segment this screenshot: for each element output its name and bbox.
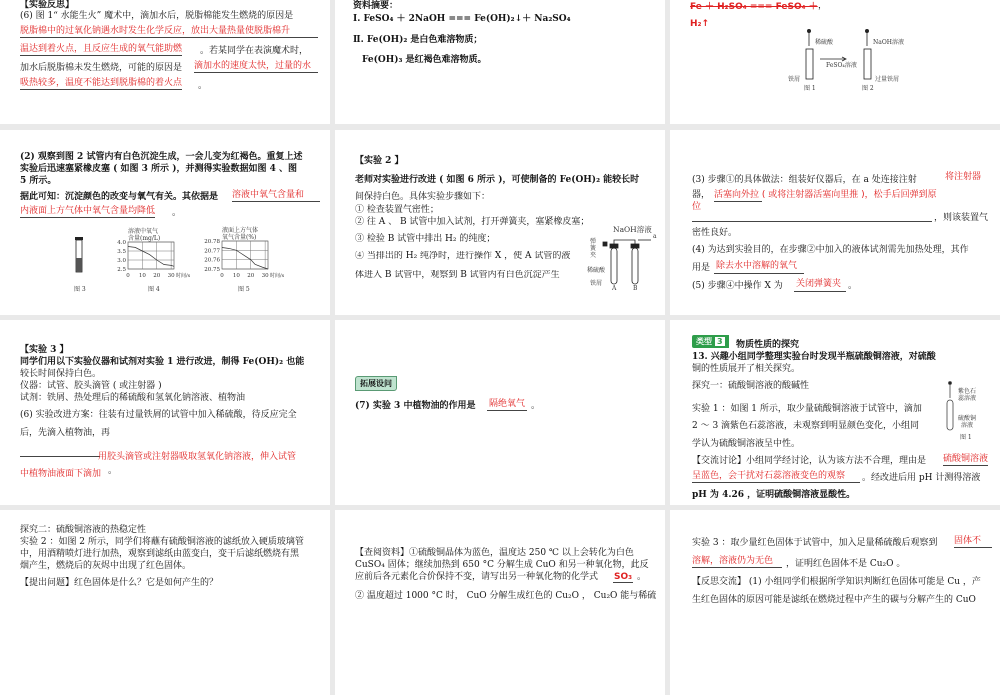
label-feso4: FeSO₄溶液 bbox=[826, 62, 857, 69]
slide-4-thumbnail[interactable] bbox=[0, 130, 330, 315]
x-tick-label: 10 bbox=[138, 273, 146, 279]
text-line: 学认为硫酸铜溶液呈中性。 bbox=[692, 439, 801, 449]
label-acid: 稀硫酸 bbox=[587, 267, 606, 274]
period: 。 bbox=[108, 466, 118, 476]
period: 。 bbox=[172, 208, 182, 218]
slide-8-thumbnail[interactable] bbox=[335, 320, 665, 505]
x-axis-label: 时间/s bbox=[176, 273, 191, 279]
fact-line: Ⅱ. Fe(OH)₂ 是白色难溶物质； bbox=[353, 35, 483, 45]
x-axis-label: 时间/s bbox=[270, 273, 285, 279]
label-clamp: 弹簧夹 bbox=[590, 238, 597, 259]
step-4: ④ 当排出的 H₂ 纯净时，进行操作 X ，使 A 试管的液 bbox=[355, 251, 571, 261]
text-line: 仪器：试管、胶头滴管 ( 或注射器 ) bbox=[20, 381, 162, 391]
question-text: 器， bbox=[692, 190, 711, 200]
label-a: a bbox=[653, 233, 657, 240]
text-line: ，证明红色固体不是 Cu₂O 。 bbox=[786, 559, 906, 569]
answer-line: 温达到着火点，且反应生成的氧气能助燃 bbox=[20, 44, 183, 54]
step-1: ① 检查装置气密性； bbox=[355, 205, 439, 215]
x-tick-label: 30 bbox=[261, 273, 269, 279]
type-label: 类型 bbox=[696, 337, 712, 346]
figure-caption: 图 1 bbox=[960, 434, 972, 441]
period: 。 bbox=[637, 572, 647, 582]
question-text: 用是 bbox=[692, 263, 711, 273]
test-tube-figure-1 bbox=[670, 320, 1000, 505]
answer-text: 活塞向外拉 ( 或将注射器活塞向里推 )，松手后回弹到原 bbox=[714, 190, 937, 200]
question-text: 5 所示。 bbox=[20, 176, 57, 186]
section-header: 【实验 2 】 bbox=[355, 156, 404, 166]
answer-line: 滴加水的速度太快，过量的水 bbox=[194, 61, 318, 73]
section-title: 物质性质的探究 bbox=[736, 340, 800, 350]
y-tick-label: 20.75 bbox=[204, 267, 220, 273]
label-excess-iron: 过量铁屑 bbox=[875, 76, 900, 83]
answer-text: 隔绝氧气 bbox=[489, 399, 526, 409]
comma: ， bbox=[818, 1, 828, 11]
material-summary-title: 资料摘要： bbox=[353, 1, 399, 11]
y-tick-label: 2.5 bbox=[117, 267, 126, 273]
label-cuso4: 溶液 bbox=[961, 422, 974, 429]
slide-6-thumbnail[interactable] bbox=[670, 130, 1000, 315]
extension-question-badge: 拓展设问 bbox=[355, 376, 397, 391]
slide-1-thumbnail[interactable] bbox=[0, 0, 330, 124]
step-2: ② 往 A 、 B 试管中加入试剂，打开弹簧夹，塞紧橡皮塞； bbox=[355, 217, 590, 227]
label-iron: 铁屑 bbox=[590, 280, 603, 287]
text-line: 生红色固体的原因可能是滤纸在燃烧过程中产生的碳与分解产生的 CuO bbox=[692, 595, 976, 605]
text-line: 老师对实验进行改进 ( 如图 6 所示 )，可使制备的 Fe(OH)₂ 能较长时 bbox=[355, 175, 640, 185]
x-tick-label: 0 bbox=[126, 273, 130, 279]
x-tick-label: 20 bbox=[247, 273, 255, 279]
answer-text: 位 bbox=[692, 202, 702, 212]
x-tick-label: 20 bbox=[153, 273, 161, 279]
answer-text: 关闭弹簧夹 bbox=[796, 279, 842, 289]
figure-3-caption: 图 3 bbox=[74, 286, 86, 293]
y-tick-label: 20.78 bbox=[204, 239, 220, 245]
y-tick-label: 20.77 bbox=[204, 248, 220, 255]
y-tick-label: 4.0 bbox=[117, 240, 126, 246]
step-3: ③ 检验 B 试管中排出 H₂ 的纯度； bbox=[355, 234, 496, 244]
label-dilute-acid: 稀硫酸 bbox=[815, 39, 834, 46]
text-line: 试剂：铁屑、热处理后的稀硫酸和氢氧化钠溶液、植物油 bbox=[20, 393, 246, 403]
slide-12-thumbnail[interactable] bbox=[670, 510, 1000, 695]
answer-text: 中植物油液面下滴加 bbox=[20, 469, 102, 479]
question-text: 据此可知：沉淀颜色的改变与氧气有关。其依据是 bbox=[20, 192, 219, 202]
label-litmus: 蕊溶液 bbox=[958, 395, 977, 402]
slide-7-thumbnail[interactable] bbox=[0, 320, 330, 505]
label-naoh: NaOH溶液 bbox=[873, 39, 904, 46]
text-line: 。经改进后用 pH 计测得溶液 bbox=[862, 473, 981, 483]
text-line: 【提出问题】红色固体是什么？它是如何产生的？ bbox=[20, 578, 219, 588]
slide-5-thumbnail[interactable] bbox=[335, 130, 665, 315]
answer-line: 脱脂棉中的过氧化钠遇水时发生化学反应，放出大量热量使脱脂棉升 bbox=[20, 26, 318, 38]
label-litmus: 紫色石 bbox=[958, 388, 977, 395]
question-6-text: (6) 实验改进方案：往装有过量铁屑的试管中加入稀硫酸，待反应完全 bbox=[20, 410, 297, 420]
text-line: 实验 2 ：如图 2 所示，同学们将蘸有硫酸铜溶液的滤纸放入硬质玻璃管 bbox=[20, 537, 304, 547]
label-iron: 铁屑 bbox=[788, 76, 801, 83]
text-line: 【交流讨论】小组同学经讨论，认为该方法不合理，理由是 bbox=[692, 456, 927, 466]
data-line bbox=[222, 248, 268, 269]
answer-line: 溶解，溶液仍为无色 bbox=[692, 556, 782, 568]
text-line: pH 为 4.26 ，证明硫酸铜溶液显酸性。 bbox=[692, 490, 856, 500]
period: 。 bbox=[848, 281, 858, 291]
question-text: 密性良好。 bbox=[692, 228, 738, 238]
text-line: 铜的性质展开了相关探究。 bbox=[692, 364, 801, 374]
question-3-text: (3) 步骤①的具体做法：组装好仪器后，在 a 处连接注射 bbox=[692, 175, 917, 185]
x-tick-label: 0 bbox=[220, 273, 224, 279]
question-4-text: (4) 为达到实验目的，在步骤②中加入的液体试剂需先加热处理，其作 bbox=[692, 245, 969, 255]
figure-caption: 图 1 bbox=[804, 85, 816, 92]
period: 。 bbox=[531, 401, 541, 411]
answer-line: 呈蓝色，会干扰对石蕊溶液变色的观察 bbox=[692, 471, 860, 483]
text-line: 探究一：硫酸铜溶液的酸碱性 bbox=[692, 381, 810, 391]
text-line: 2 ～ 3 滴紫色石蕊溶液，未观察到明显颜色变化，小组同 bbox=[692, 421, 920, 431]
y-tick-label: 3.5 bbox=[117, 249, 126, 255]
y-tick-label: 3.0 bbox=[117, 258, 126, 264]
question-text: 。若某同学在表演魔术时， bbox=[200, 46, 309, 56]
text-line: 中，用酒精喷灯进行加热，观察到滤纸由蓝变白，变干后滤纸燃烧有黑 bbox=[20, 549, 300, 559]
question-2-text: (2) 观察到图 2 试管内有白色沉淀生成，一会儿变为红褐色。重复上述 bbox=[20, 152, 303, 162]
question-text: 加水后脱脂棉未发生燃烧，可能的原因是 bbox=[20, 63, 183, 73]
chart-title: 液面上方气体 bbox=[222, 227, 259, 234]
label-naoh: NaOH溶液 bbox=[613, 225, 652, 234]
question-6-text: (6) 图 1“ 水能生火” 魔术中，滴加水后，脱脂棉能发生燃烧的原因是 bbox=[20, 11, 294, 21]
answer-line: 内液面上方气体中氧气含量均降低 bbox=[20, 206, 156, 216]
answer-text: 用胶头滴管或注射器吸取氢氧化钠溶液，伸入试管 bbox=[98, 452, 297, 462]
answer-line: 吸热较多，温度不能达到脱脂棉的着火点 bbox=[20, 78, 183, 88]
question-13-text: 13. 兴趣小组同学整理实验台时发现半瓶硫酸铜溶液，对硫酸 bbox=[692, 352, 936, 362]
label-tube-b: B bbox=[633, 285, 638, 292]
y-tick-label: 20.76 bbox=[204, 257, 220, 264]
oxygen-gas-chart bbox=[0, 130, 330, 315]
period: 。 bbox=[198, 81, 208, 91]
figure-5-caption: 图 5 bbox=[238, 286, 250, 293]
answer-text: 除去水中溶解的氧气 bbox=[716, 261, 798, 271]
text-line: 探究二：硫酸铜溶液的热稳定性 bbox=[20, 525, 147, 535]
blank-line bbox=[692, 212, 932, 222]
text-line: CuSO₄ 固体；继续加热到 650 °C 分解生成 CuO 和另一种氧化物，此反 bbox=[355, 560, 649, 570]
answer-equation: Fe ＋ H₂SO₄ === FeSO₄ ＋ bbox=[690, 2, 818, 12]
type-number: 3 bbox=[717, 337, 723, 346]
answer-text: SO₃ bbox=[614, 572, 633, 582]
x-tick-label: 30 bbox=[167, 273, 175, 279]
question-5-text: (5) 步骤④中操作 X 为 bbox=[692, 281, 783, 291]
slide-3-thumbnail[interactable] bbox=[670, 0, 1000, 124]
text-line: 实验 1 ：如图 1 所示，取少量硫酸铜溶液于试管中，滴加 bbox=[692, 404, 922, 414]
text-line: 实验 3 ：取少量红色固体于试管中，加入足量稀硫酸后观察到 bbox=[692, 538, 938, 548]
question-7-text: (7) 实验 3 中植物油的作用是 bbox=[355, 401, 476, 411]
answer-equation-cont: H₂↑ bbox=[690, 19, 710, 29]
answer-text: 将注射器 bbox=[945, 172, 982, 182]
blank-line bbox=[20, 447, 100, 457]
fact-line: Fe(OH)₃ 是红褐色难溶物质。 bbox=[362, 55, 487, 65]
text-line: 同学们用以下实验仪器和试剂对实验 1 进行改进，制得 Fe(OH)₂ 也能 bbox=[20, 357, 305, 367]
answer-line: 硫酸铜溶液 bbox=[943, 454, 989, 464]
text-line: 【查阅资料】①硫酸铜晶体为蓝色，温度达 250 ℃ 以上会转化为白色 bbox=[355, 548, 634, 558]
question-text: ，则该装置气 bbox=[934, 213, 989, 223]
text-line: 较长时间保持白色。 bbox=[20, 369, 102, 379]
slide-2-thumbnail[interactable] bbox=[335, 0, 665, 124]
slide-10-thumbnail[interactable] bbox=[0, 510, 330, 695]
answer-line: 溶液中氧气含量和 bbox=[232, 190, 320, 202]
chart-title: 溶液中氧气 bbox=[128, 228, 159, 235]
figure-caption: 图 2 bbox=[862, 85, 874, 92]
label-cuso4: 硫酸铜 bbox=[958, 415, 977, 422]
step-4-cont: 体进入 B 试管中，观察到 B 试管内有白色沉淀产生 bbox=[355, 270, 560, 280]
chart-frame bbox=[222, 241, 268, 269]
figure-4-caption: 图 4 bbox=[148, 286, 160, 293]
section-header: 【实验 3 】 bbox=[20, 345, 69, 355]
section-header: 【实验反思】 bbox=[20, 0, 75, 10]
text-line: ② 温度超过 1000 °C 时， CuO 分解生成红色的 Cu₂O ， Cu₂O 能与稀硫 bbox=[355, 591, 657, 601]
chart-title: 含量(mg/L) bbox=[128, 235, 161, 242]
chart-title: 氧气含量(%) bbox=[222, 234, 257, 241]
label-tube-a: A bbox=[612, 285, 617, 292]
equation-line: Ⅰ. FeSO₄ ＋ 2NaOH === Fe(OH)₂↓＋ Na₂SO₄ bbox=[353, 14, 571, 24]
text-line: 烟产生，燃烧后的灰烬中出现了红色固体。 bbox=[20, 561, 192, 571]
slide-9-thumbnail[interactable] bbox=[670, 320, 1000, 505]
question-text: 后，先滴入植物油，再 bbox=[20, 428, 111, 438]
slide-11-thumbnail[interactable] bbox=[335, 510, 665, 695]
text-line: 【反思交流】 (1) 小组同学们根据所学知识判断红色固体可能是 Cu ，产 bbox=[692, 577, 981, 587]
text-line: 应前后各元素化合价保持不变，请写出另一种氧化物的化学式 bbox=[355, 572, 599, 582]
text-line: 间保持白色。具体实验步骤如下： bbox=[355, 192, 491, 202]
x-tick-label: 10 bbox=[232, 273, 240, 279]
question-text: 实验后迅速塞紧橡皮塞 ( 如图 3 所示 )，并测得实验数据如图 4 、图 bbox=[20, 164, 297, 174]
answer-line: 固体不 bbox=[954, 536, 992, 548]
